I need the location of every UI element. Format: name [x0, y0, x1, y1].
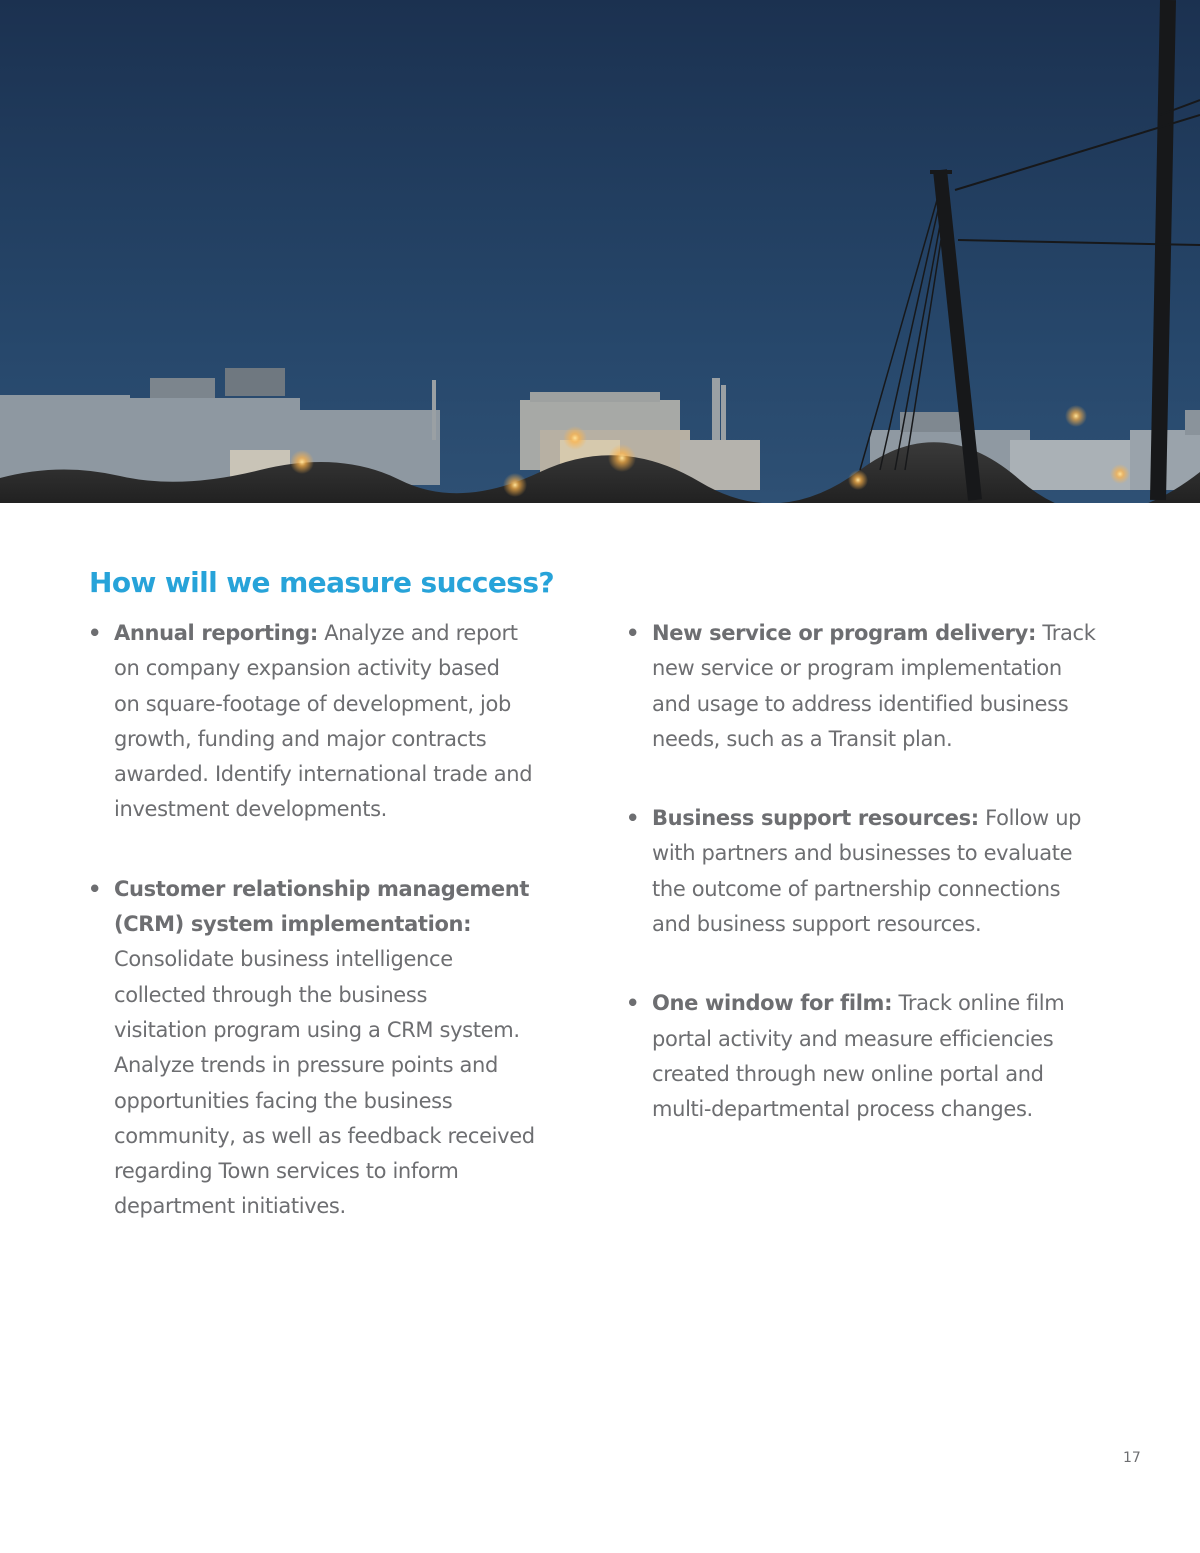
item-lead: New service or program delivery: — [652, 621, 1037, 645]
item-lead: Business support resources: — [652, 806, 979, 831]
list-item-new-service-delivery — [626, 616, 1126, 757]
item-text-line: Track online film — [892, 991, 1065, 1016]
list-item-annual-reporting — [88, 616, 588, 828]
item-text-line: opportunities facing the business — [114, 1088, 453, 1113]
item-text-line: collected through the business — [114, 982, 428, 1007]
industrial-skyline-icon — [0, 0, 1200, 503]
item-text-line: portal activity and measure efficiencies — [652, 1026, 1054, 1051]
list-item-business-support-resources — [626, 801, 1126, 942]
item-text-line: Consolidate business intelligence — [114, 947, 453, 972]
item-text-line: needs, such as a Transit plan. — [652, 726, 953, 751]
page-number: 17 — [1123, 1450, 1141, 1466]
item-text-line: department initiatives. — [114, 1194, 346, 1219]
list-item-one-window-for-film — [626, 986, 1126, 1127]
item-text-line: Analyze and report — [317, 621, 518, 645]
hero-photo — [0, 0, 1200, 503]
item-lead: One window for film: — [652, 991, 893, 1016]
item-text-line: community, as well as feedback received — [114, 1123, 535, 1148]
item-text-line: growth, funding and major contracts — [114, 726, 487, 751]
bullet-icon: • — [626, 806, 640, 831]
item-text-line: multi-departmental process changes. — [652, 1097, 1033, 1122]
item-text-line: with partners and businesses to evaluate — [652, 841, 1073, 866]
item-text-line: regarding Town services to inform — [114, 1159, 459, 1184]
page-title: How will we measure success? — [89, 566, 555, 599]
bullet-icon: • — [626, 991, 640, 1016]
item-text-line: visitation program using a CRM system. — [114, 1017, 520, 1042]
item-text-line: Analyze trends in pressure points and — [114, 1053, 498, 1078]
right-bullet-list — [626, 616, 1126, 1172]
item-text-line: Track — [1036, 621, 1096, 645]
item-text-line: awarded. Identify international trade and — [114, 762, 533, 787]
item-text-line: created through new online portal and — [652, 1061, 1044, 1086]
list-item-crm-implementation — [88, 872, 588, 1225]
left-bullet-list — [88, 616, 588, 1269]
item-text-line: investment developments. — [114, 797, 388, 822]
item-text-line: Follow up — [978, 806, 1082, 831]
item-text-line: new service or program implementation — [652, 656, 1062, 681]
item-text-line: the outcome of partnership connections — [652, 876, 1061, 901]
bullet-icon: • — [88, 876, 102, 901]
item-text-line: on square-footage of development, job — [114, 691, 511, 716]
item-lead: (CRM) system implementation: — [114, 912, 472, 937]
item-lead: Customer relationship management — [114, 876, 530, 901]
bullet-icon: • — [88, 621, 102, 645]
item-text-line: and usage to address identified business — [652, 691, 1069, 716]
bullet-icon: • — [626, 621, 640, 645]
item-text-line: and business support resources. — [652, 912, 982, 937]
item-lead: Annual reporting: — [114, 621, 318, 645]
item-text-line: on company expansion activity based — [114, 656, 500, 681]
